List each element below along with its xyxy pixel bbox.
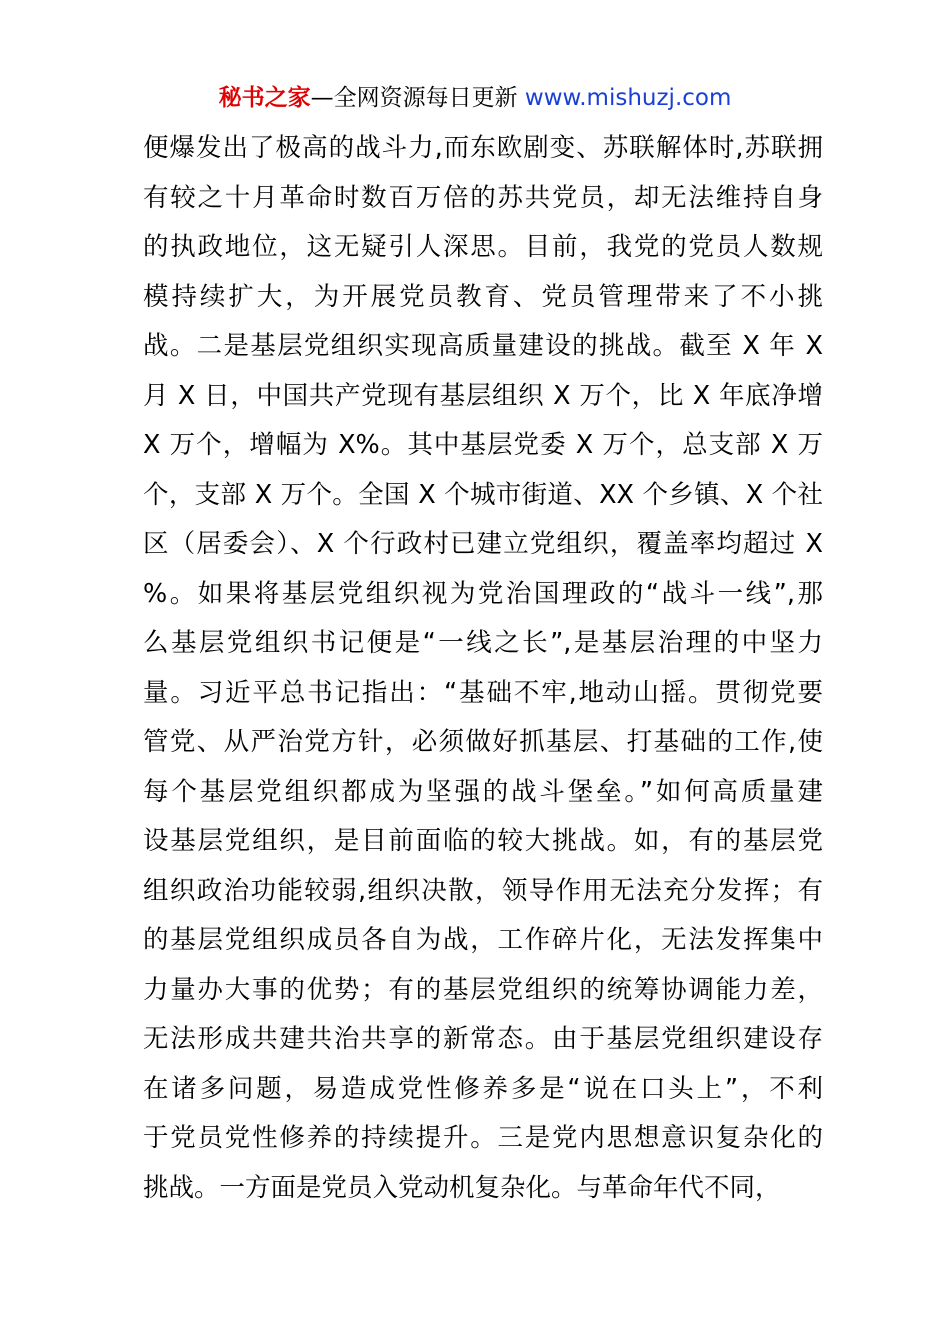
text-line: 么基层党组织书记便是“一线之长”,是基层治理的中坚力 (143, 628, 823, 658)
text-line: 设基层党组织，是目前面临的较大挑战。如，有的基层党 (143, 826, 823, 856)
text-line: %。如果将基层党组织视为党治国理政的“战斗一线”,那 (143, 578, 823, 609)
text-line: 组织政治功能较弱,组织决散，领导作用无法充分发挥；有 (143, 875, 823, 906)
text-line: 管党、从严治党方针，必须做好抓基层、打基础的工作,使 (143, 727, 823, 757)
text-line: 的执政地位，这无疑引人深思。目前，我党的党员人数规 (143, 232, 823, 262)
site-brand: 秘书之家 (218, 85, 311, 111)
text-line: 每个基层党组织都成为坚强的战斗堡垒。”如何高质量建 (143, 776, 823, 807)
text-line: 于党员党性修养的持续提升。三是党内思想意识复杂化的 (143, 1123, 823, 1153)
text-line: 力量办大事的优势；有的基层党组织的统筹协调能力差， (143, 974, 823, 1005)
text-line: 量。习近平总书记指出：“基础不牢,地动山摇。贯彻党要 (143, 677, 823, 708)
text-line: 战。二是基层党组织实现高质量建设的挑战。截至 X 年 X (143, 331, 823, 361)
text-line: 无法形成共建共治共享的新常态。由于基层党组织建设存 (143, 1024, 823, 1054)
text-line: 月 X 日，中国共产党现有基层组织 X 万个，比 X 年底净增 (143, 380, 823, 411)
text-line: X 万个，增幅为 X%。其中基层党委 X 万个，总支部 X 万 (143, 430, 823, 460)
text-line: 个，支部 X 万个。全国 X 个城市街道、XX 个乡镇、X 个社 (143, 479, 823, 510)
document-body (143, 124, 823, 1213)
text-line: 模持续扩大，为开展党员教育、党员管理带来了不小挑 (143, 281, 823, 312)
text-line: 在诸多问题，易造成党性修养多是“说在口头上”，不利 (143, 1073, 823, 1104)
site-header (0, 78, 950, 118)
text-line: 有较之十月革命时数百万倍的苏共党员，却无法维持自身 (143, 182, 823, 213)
text-line: 便爆发出了极高的战斗力,而东欧剧变、苏联解体时,苏联拥 (143, 133, 823, 163)
text-line: 区（居委会）、X 个行政村已建立党组织，覆盖率均超过 X (143, 529, 823, 559)
text-line: 的基层党组织成员各自为战，工作碎片化，无法发挥集中 (143, 925, 823, 955)
site-url-link[interactable]: www.mishuzj.com (524, 85, 732, 111)
text-line: 挑战。一方面是党员入党动机复杂化。与革命年代不同， (143, 1172, 781, 1203)
site-tagline: —全网资源每日更新 (310, 85, 525, 111)
